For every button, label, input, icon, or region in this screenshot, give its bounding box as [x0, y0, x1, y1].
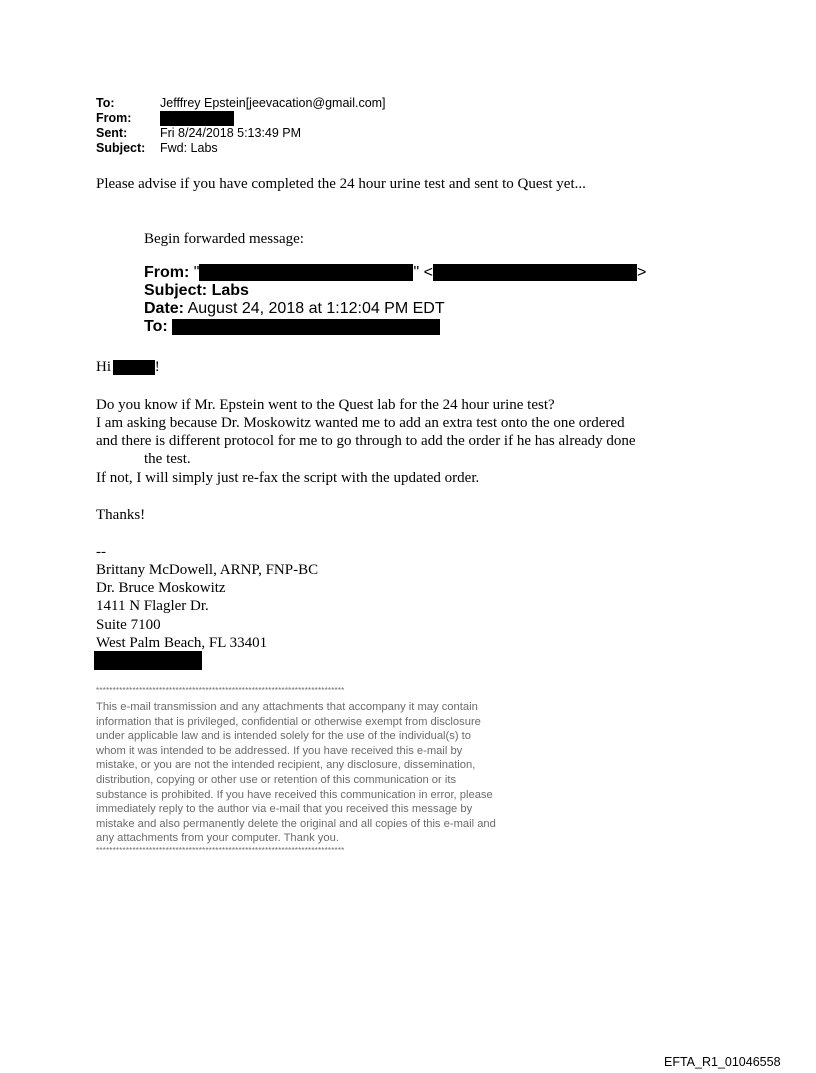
- fwd-to-label: To:: [144, 318, 168, 335]
- fwd-subject-label: Subject:: [144, 282, 208, 299]
- redaction-box: [199, 264, 413, 281]
- forward-begin: Begin forwarded message:: [144, 231, 304, 247]
- redaction-box: [94, 651, 202, 670]
- document-id: EFTA_R1_01046558: [664, 1055, 781, 1069]
- fwd-subject-value: Labs: [211, 282, 249, 299]
- fwd-from-label: From:: [144, 264, 190, 281]
- header-from-row: [96, 111, 386, 126]
- from-label: From:: [96, 111, 132, 125]
- sent-label: Sent:: [96, 126, 128, 140]
- fwd-date-value: August 24, 2018 at 1:12:04 PM EDT: [187, 300, 445, 317]
- signature-dashes: --: [96, 544, 106, 560]
- fwd-date-label: Date:: [144, 300, 185, 317]
- fwd-from-quote-open: ": [193, 264, 200, 281]
- message-line-3: and there is different protocol for me to go through to add the order if he has already done: [96, 433, 636, 449]
- disclaimer-stars-bottom: ***************************************************************************: [96, 845, 345, 855]
- sent-value: Fri 8/24/2018 5:13:49 PM: [160, 126, 302, 140]
- message-line-4: the test.: [144, 451, 191, 467]
- signature-office: Dr. Bruce Moskowitz: [96, 580, 226, 596]
- greeting-start: Hi: [96, 359, 111, 375]
- email-header: [96, 96, 386, 156]
- signature-city: West Palm Beach, FL 33401: [96, 635, 268, 651]
- subject-value: Fwd: Labs: [160, 141, 218, 155]
- message-line-5: If not, I will simply just re-fax the script with the updated order.: [96, 470, 480, 486]
- fwd-from-quote-close: " <: [413, 264, 433, 281]
- fwd-to-row: [144, 318, 646, 336]
- message-line-2: I am asking because Dr. Moskowitz wanted me to add an extra test onto the one ordered: [96, 415, 625, 431]
- forwarded-header: [144, 264, 646, 336]
- signature-suite: Suite 7100: [96, 617, 161, 633]
- thanks: Thanks!: [96, 507, 146, 523]
- fwd-date-row: [144, 300, 646, 318]
- redaction-box: [433, 264, 637, 281]
- fwd-from-tail: >: [636, 264, 647, 281]
- message-line-1: Do you know if Mr. Epstein went to the Quest lab for the 24 hour urine test?: [96, 397, 555, 413]
- redaction-box: [172, 319, 440, 335]
- signature-address: 1411 N Flagler Dr.: [96, 598, 209, 614]
- greeting-end: !: [154, 359, 160, 375]
- disclaimer: [96, 686, 496, 856]
- redaction-box: [160, 111, 234, 126]
- header-subject-row: [96, 141, 386, 156]
- signature-name: Brittany McDowell, ARNP, FNP-BC: [96, 562, 319, 578]
- disclaimer-text: This e-mail transmission and any attachments that accompany it may contain information that is privileged, confidential or otherwise exempt from disclosure under applicable law and is intended solely for the use of the individual(s) to whom it was intended to be addressed. If you have received this e-mail by mistake, or you are not the intended recipient, any disclosure, dissemination, distribution, copying or other use or retention of this communication or its substance is prohibited. If you have received this communication in error, please immediately reply to the author via e-mail that you received this message by mistake and also permanently delete the original and all copies of this e-mail and any attachments from your computer. Thank you.: [96, 701, 496, 845]
- greeting: [96, 358, 160, 376]
- to-label: To:: [96, 96, 115, 110]
- intro-text: Please advise if you have completed the 24 hour urine test and sent to Quest yet...: [96, 176, 586, 192]
- header-sent-row: [96, 126, 386, 141]
- subject-label: Subject:: [96, 141, 146, 155]
- to-value: Jefffrey Epstein[jeevacation@gmail.com]: [160, 96, 386, 110]
- fwd-from-row: [144, 264, 646, 282]
- redaction-box: [113, 360, 155, 375]
- header-to-row: [96, 96, 386, 111]
- disclaimer-stars-top: ***************************************************************************: [96, 686, 345, 695]
- fwd-subject-row: [144, 282, 646, 300]
